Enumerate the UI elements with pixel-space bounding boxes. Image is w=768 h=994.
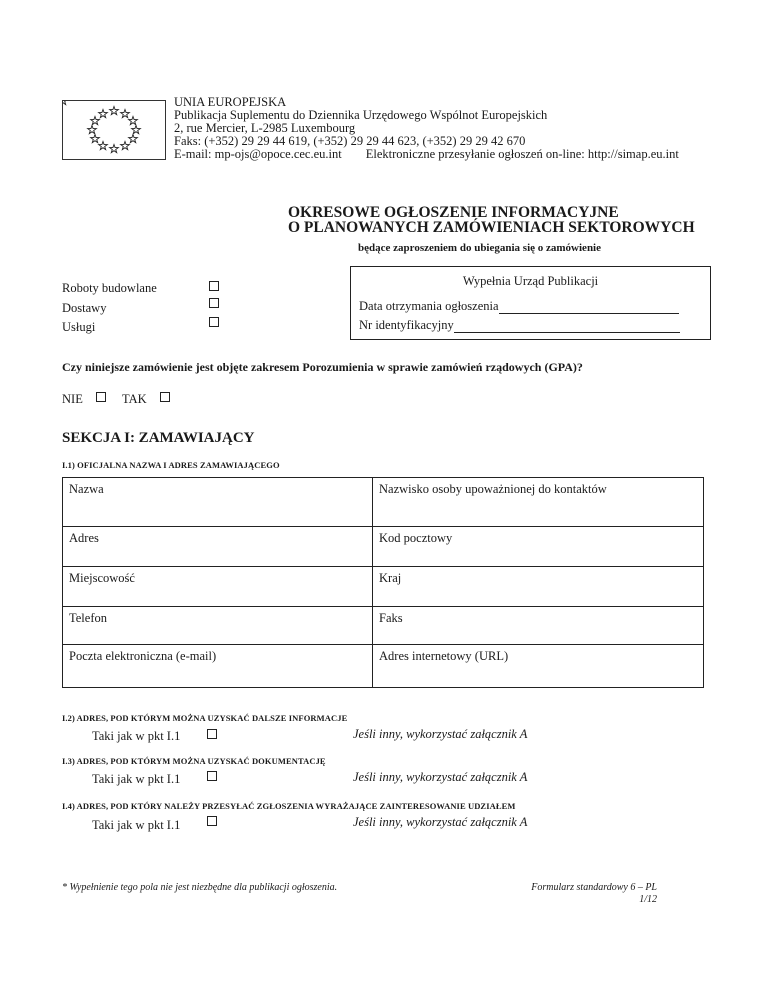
contact-person-field[interactable]: Nazwisko osoby upoważnionej do kontaktów	[373, 478, 704, 527]
section-1-title: SEKCJA I: ZAMAWIAJĄCY	[62, 430, 255, 446]
address-field[interactable]: Adres	[63, 527, 373, 567]
i2-heading: I.2) ADRES, POD KTÓRYM MOŻNA UZYSKAĆ DALSZE INFORMACJE	[62, 713, 348, 723]
contract-type-services-label: Usługi	[62, 320, 96, 334]
contract-type-services-checkbox[interactable]	[209, 317, 219, 327]
header-line-4: Faks: (+352) 29 29 44 619, (+352) 29 29 44 623, (+352) 29 29 42 670	[174, 134, 526, 148]
header-electronic[interactable]: Elektroniczne przesyłanie ogłoszeń on-line: http://simap.eu.int	[365, 147, 679, 161]
title-line-2: O PLANOWANYCH ZAMÓWIENIACH SEKTOROWYCH	[288, 219, 695, 236]
publisher-header	[174, 96, 679, 161]
contract-type-supplies-label: Dostawy	[62, 301, 107, 315]
form-title	[288, 205, 695, 235]
fax-field[interactable]: Faks	[373, 607, 704, 645]
telephone-field[interactable]: Telefon	[63, 607, 373, 645]
email-field[interactable]: Poczta elektroniczna (e-mail)	[63, 645, 373, 688]
i3-heading: I.3) ADRES, POD KTÓRYM MOŻNA UZYSKAĆ DOKUMENTACJĘ	[62, 756, 326, 766]
i3-if-other-note: Jeśli inny, wykorzystać załącznik A	[353, 770, 528, 784]
header-line-1: UNIA EUROPEJSKA	[174, 95, 287, 109]
gpa-yes-label: TAK	[122, 392, 147, 406]
title-line-1: OKRESOWE OGŁOSZENIE INFORMACYJNE	[288, 204, 619, 221]
footnote: * Wypełnienie tego pola nie jest niezbędne dla publikacji ogłoszenia.	[62, 882, 338, 893]
date-received-field[interactable]	[499, 302, 679, 314]
url-field[interactable]: Adres internetowy (URL)	[373, 645, 704, 688]
identification-no-field[interactable]	[454, 321, 680, 333]
form-id: Formularz standardowy 6 – PL	[531, 882, 657, 893]
identification-no-label: Nr identyfikacyjny	[359, 318, 454, 332]
office-use-box	[350, 266, 711, 340]
i3-same-as-label: Taki jak w pkt I.1	[92, 772, 181, 786]
city-field[interactable]: Miejscowość	[63, 567, 373, 607]
eu-flag-logo	[62, 100, 166, 160]
header-email[interactable]: E-mail: mp-ojs@opoce.cec.eu.int	[174, 147, 342, 161]
name-field[interactable]: Nazwa	[63, 478, 373, 527]
form-identifier	[500, 882, 657, 906]
contract-type-supplies-checkbox[interactable]	[209, 298, 219, 308]
i2-if-other-note: Jeśli inny, wykorzystać załącznik A	[353, 727, 528, 741]
gpa-no-checkbox[interactable]	[96, 392, 106, 402]
contracting-authority-table	[62, 477, 704, 688]
i4-same-as-checkbox[interactable]	[207, 816, 217, 826]
date-received-label: Data otrzymania ogłoszenia	[359, 299, 499, 313]
country-field[interactable]: Kraj	[373, 567, 704, 607]
form-subtitle: będące zaproszeniem do ubiegania się o zamówienie	[358, 242, 601, 254]
postal-code-field[interactable]: Kod pocztowy	[373, 527, 704, 567]
i1-heading: I.1) OFICJALNA NAZWA I ADRES ZAMAWIAJĄCEGO	[62, 460, 280, 470]
office-box-heading: Wypełnia Urząd Publikacji	[462, 274, 599, 288]
i4-if-other-note: Jeśli inny, wykorzystać załącznik A	[353, 815, 528, 829]
header-line-2: Publikacja Suplementu do Dziennika Urzędowego Wspólnot Europejskich	[174, 108, 548, 122]
eu-stars-icon	[63, 101, 165, 159]
i4-same-as-label: Taki jak w pkt I.1	[92, 818, 181, 832]
i2-same-as-checkbox[interactable]	[207, 729, 217, 739]
i3-same-as-checkbox[interactable]	[207, 771, 217, 781]
contract-type-works-label: Roboty budowlane	[62, 281, 157, 295]
page-number: 1/12	[639, 894, 657, 905]
i4-heading: I.4) ADRES, POD KTÓRY NALEŻY PRZESYŁAĆ ZGŁOSZENIA WYRAŻAJĄCE ZAINTERESOWANIE UDZIAŁEM	[62, 801, 516, 811]
header-line-3: 2, rue Mercier, L-2985 Luxembourg	[174, 121, 356, 135]
gpa-no-label: NIE	[62, 392, 83, 406]
i2-same-as-label: Taki jak w pkt I.1	[92, 729, 181, 743]
gpa-question: Czy niniejsze zamówienie jest objęte zakresem Porozumienia w sprawie zamówień rządowych (GPA)?	[62, 360, 583, 374]
contract-type-works-checkbox[interactable]	[209, 281, 219, 291]
gpa-yes-checkbox[interactable]	[160, 392, 170, 402]
